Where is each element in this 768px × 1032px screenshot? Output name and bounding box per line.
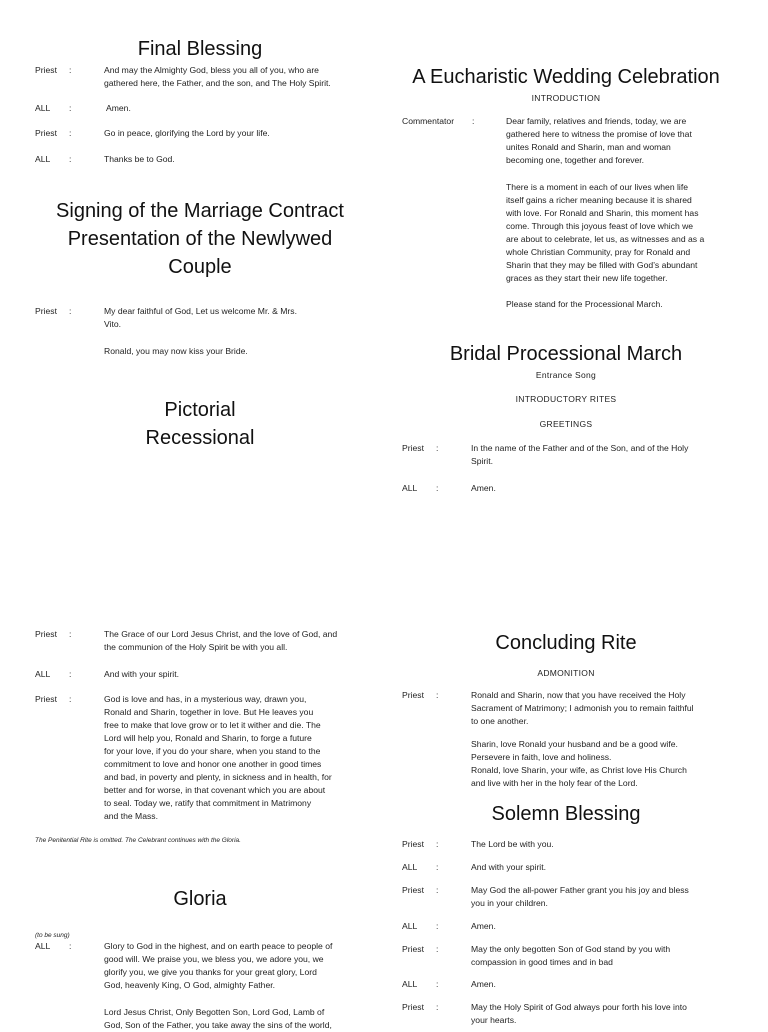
line-text: Amen. xyxy=(471,921,496,931)
line-text: My dear faithful of God, Let us welcome Mr. & Mrs. Vito. xyxy=(104,306,297,329)
speaker-label: Priest xyxy=(35,694,57,704)
line-text: And may the Almighty God, bless you all of you, who are gathered here, the Father, and the son, and The Holy Spirit. xyxy=(104,65,331,88)
line-text: God is love and has, in a mysterious way, drawn you, Ronald and Sharin, together in love. But He leaves you free to make that love grow or to let it wither and die. The Lord will help you, Ronald and Sharin, to forge a future for your love, if you do your share, when you stand to the commitment to love and honor one another in good times and bad, in poverty and plenty, in sickness and in health, for better and for worse, in that covenant which you are about to seal. Today we, ratify that commitment in Matrimony and the Mass. xyxy=(104,694,332,821)
speaker-label: ALL xyxy=(402,862,418,872)
speaker-label: Commentator xyxy=(402,116,455,126)
introduction-heading: INTRODUCTION xyxy=(531,93,601,103)
signing-title: Signing of the Marriage Contract Presentation of the Newlywed Couple xyxy=(56,200,344,278)
colon: : xyxy=(69,694,72,704)
colon: : xyxy=(69,154,72,164)
line-text: May the only begotten Son of God stand by you with compassion in good times and in bad xyxy=(471,944,671,967)
colon: : xyxy=(436,921,439,931)
line-text: There is a moment in each of our lives when life itself gains a richer meaning because it is shared with love. For Ronald and Sharin, this moment has come. Through this joyous feast of love which we are about to celebrate, let us, as witnesses and as a whole Christian Community, pray for Ronald and Sharin that they may be filled with God’s abundant graces as they start their new life together. xyxy=(506,182,705,283)
gloria-title: Gloria xyxy=(173,888,227,910)
speaker-label: ALL xyxy=(402,483,418,493)
main-title: A Eucharistic Wedding Celebration xyxy=(412,66,720,88)
processional-title: Bridal Processional March xyxy=(449,343,683,365)
panel-bottom-left xyxy=(8,512,392,1030)
speaker-label: ALL xyxy=(35,154,51,164)
line-text: Ronald, you may now kiss your Bride. xyxy=(104,346,248,356)
colon: : xyxy=(436,944,439,954)
line-text: Lord Jesus Christ, Only Begotten Son, Lord God, Lamb of God, Son of the Father, you take away the sins of the world, xyxy=(104,1007,332,1030)
speaker-label: Priest xyxy=(35,629,57,639)
colon: : xyxy=(69,629,72,639)
line-text: Amen. xyxy=(471,979,496,989)
colon: : xyxy=(69,65,72,75)
colon: : xyxy=(69,941,72,951)
colon: : xyxy=(69,103,72,113)
colon: : xyxy=(436,1002,439,1012)
colon: : xyxy=(436,979,439,989)
line-text: May the Holy Spirit of God always pour forth his love into your hearts. xyxy=(471,1002,687,1025)
colon: : xyxy=(436,690,439,700)
speaker-label: Priest xyxy=(402,885,424,895)
line-text: And with your spirit. xyxy=(104,669,179,679)
line-text: Glory to God in the highest, and on earth peace to people of good will. We praise you, we bless you, we adore you, we glorify you, we give you thanks for your great glory, Lord God, heavenly King, O God, almighty Father. xyxy=(104,941,333,990)
speaker-label: Priest xyxy=(35,65,57,75)
speaker-label: ALL xyxy=(35,941,51,951)
colon: : xyxy=(69,669,72,679)
line-text: The Lord be with you. xyxy=(471,839,554,849)
speaker-label: Priest xyxy=(35,128,57,138)
colon: : xyxy=(436,862,439,872)
line-text: Thanks be to God. xyxy=(104,154,175,164)
greetings-heading: GREETINGS xyxy=(539,419,593,429)
final-blessing-title: Final Blessing xyxy=(137,38,263,60)
line-text: Amen. xyxy=(106,103,131,113)
colon: : xyxy=(436,483,439,493)
speaker-label: ALL xyxy=(35,103,51,113)
colon: : xyxy=(69,128,72,138)
line-text: Go in peace, glorifying the Lord by your life. xyxy=(104,128,270,138)
speaker-label: ALL xyxy=(35,669,51,679)
panel-bottom-right xyxy=(374,512,758,1024)
line-text: Amen. xyxy=(471,483,496,493)
speaker-label: Priest xyxy=(402,443,424,453)
solemn-blessing-title: Solemn Blessing xyxy=(491,803,641,825)
line-text: Ronald and Sharin, now that you have received the Holy Sacrament of Matrimony; I admonish you to remain faithful to one another. xyxy=(471,690,694,726)
line-text: Sharin, love Ronald your husband and be a good wife. Persevere in faith, love and holiness. Ronald, love Sharin, your wife, as Christ love His Church and live with her in the holy fear of the Lord. xyxy=(471,739,687,788)
concluding-title: Concluding Rite xyxy=(495,632,637,654)
line-text: The Grace of our Lord Jesus Christ, and the love of God, and the communion of the Holy Spirit be with you all. xyxy=(104,629,338,652)
to-be-sung-note: (to be sung) xyxy=(35,932,70,939)
line-text: Please stand for the Processional March. xyxy=(506,299,663,309)
entrance-song: Entrance Song xyxy=(535,370,597,380)
speaker-label: Priest xyxy=(402,944,424,954)
introductory-rites-heading: INTRODUCTORY RITES xyxy=(515,394,617,404)
colon: : xyxy=(436,443,439,453)
speaker-label: ALL xyxy=(402,921,418,931)
recessional-title: Pictorial Recessional xyxy=(145,399,255,449)
admonition-heading: ADMONITION xyxy=(537,668,595,678)
speaker-label: Priest xyxy=(35,306,57,316)
colon: : xyxy=(436,839,439,849)
speaker-label: Priest xyxy=(402,690,424,700)
speaker-label: ALL xyxy=(402,979,418,989)
colon: : xyxy=(69,306,72,316)
penitential-note: The Penitential Rite is omitted. The Celebrant continues with the Gloria. xyxy=(35,837,241,844)
line-text: Dear family, relatives and friends, today, we are gathered here to witness the promise of love that unites Ronald and Sharin, man and woman becoming one, together and forever. xyxy=(506,116,692,165)
speaker-label: Priest xyxy=(402,839,424,849)
line-text: And with your spirit. xyxy=(471,862,546,872)
panel-top-left xyxy=(8,0,392,512)
colon: : xyxy=(472,116,475,126)
line-text: In the name of the Father and of the Son, and of the Holy Spirit. xyxy=(471,443,689,466)
speaker-label: Priest xyxy=(402,1002,424,1012)
colon: : xyxy=(436,885,439,895)
line-text: May God the all-power Father grant you his joy and bless you in your children. xyxy=(471,885,689,908)
panel-top-right xyxy=(374,0,758,512)
